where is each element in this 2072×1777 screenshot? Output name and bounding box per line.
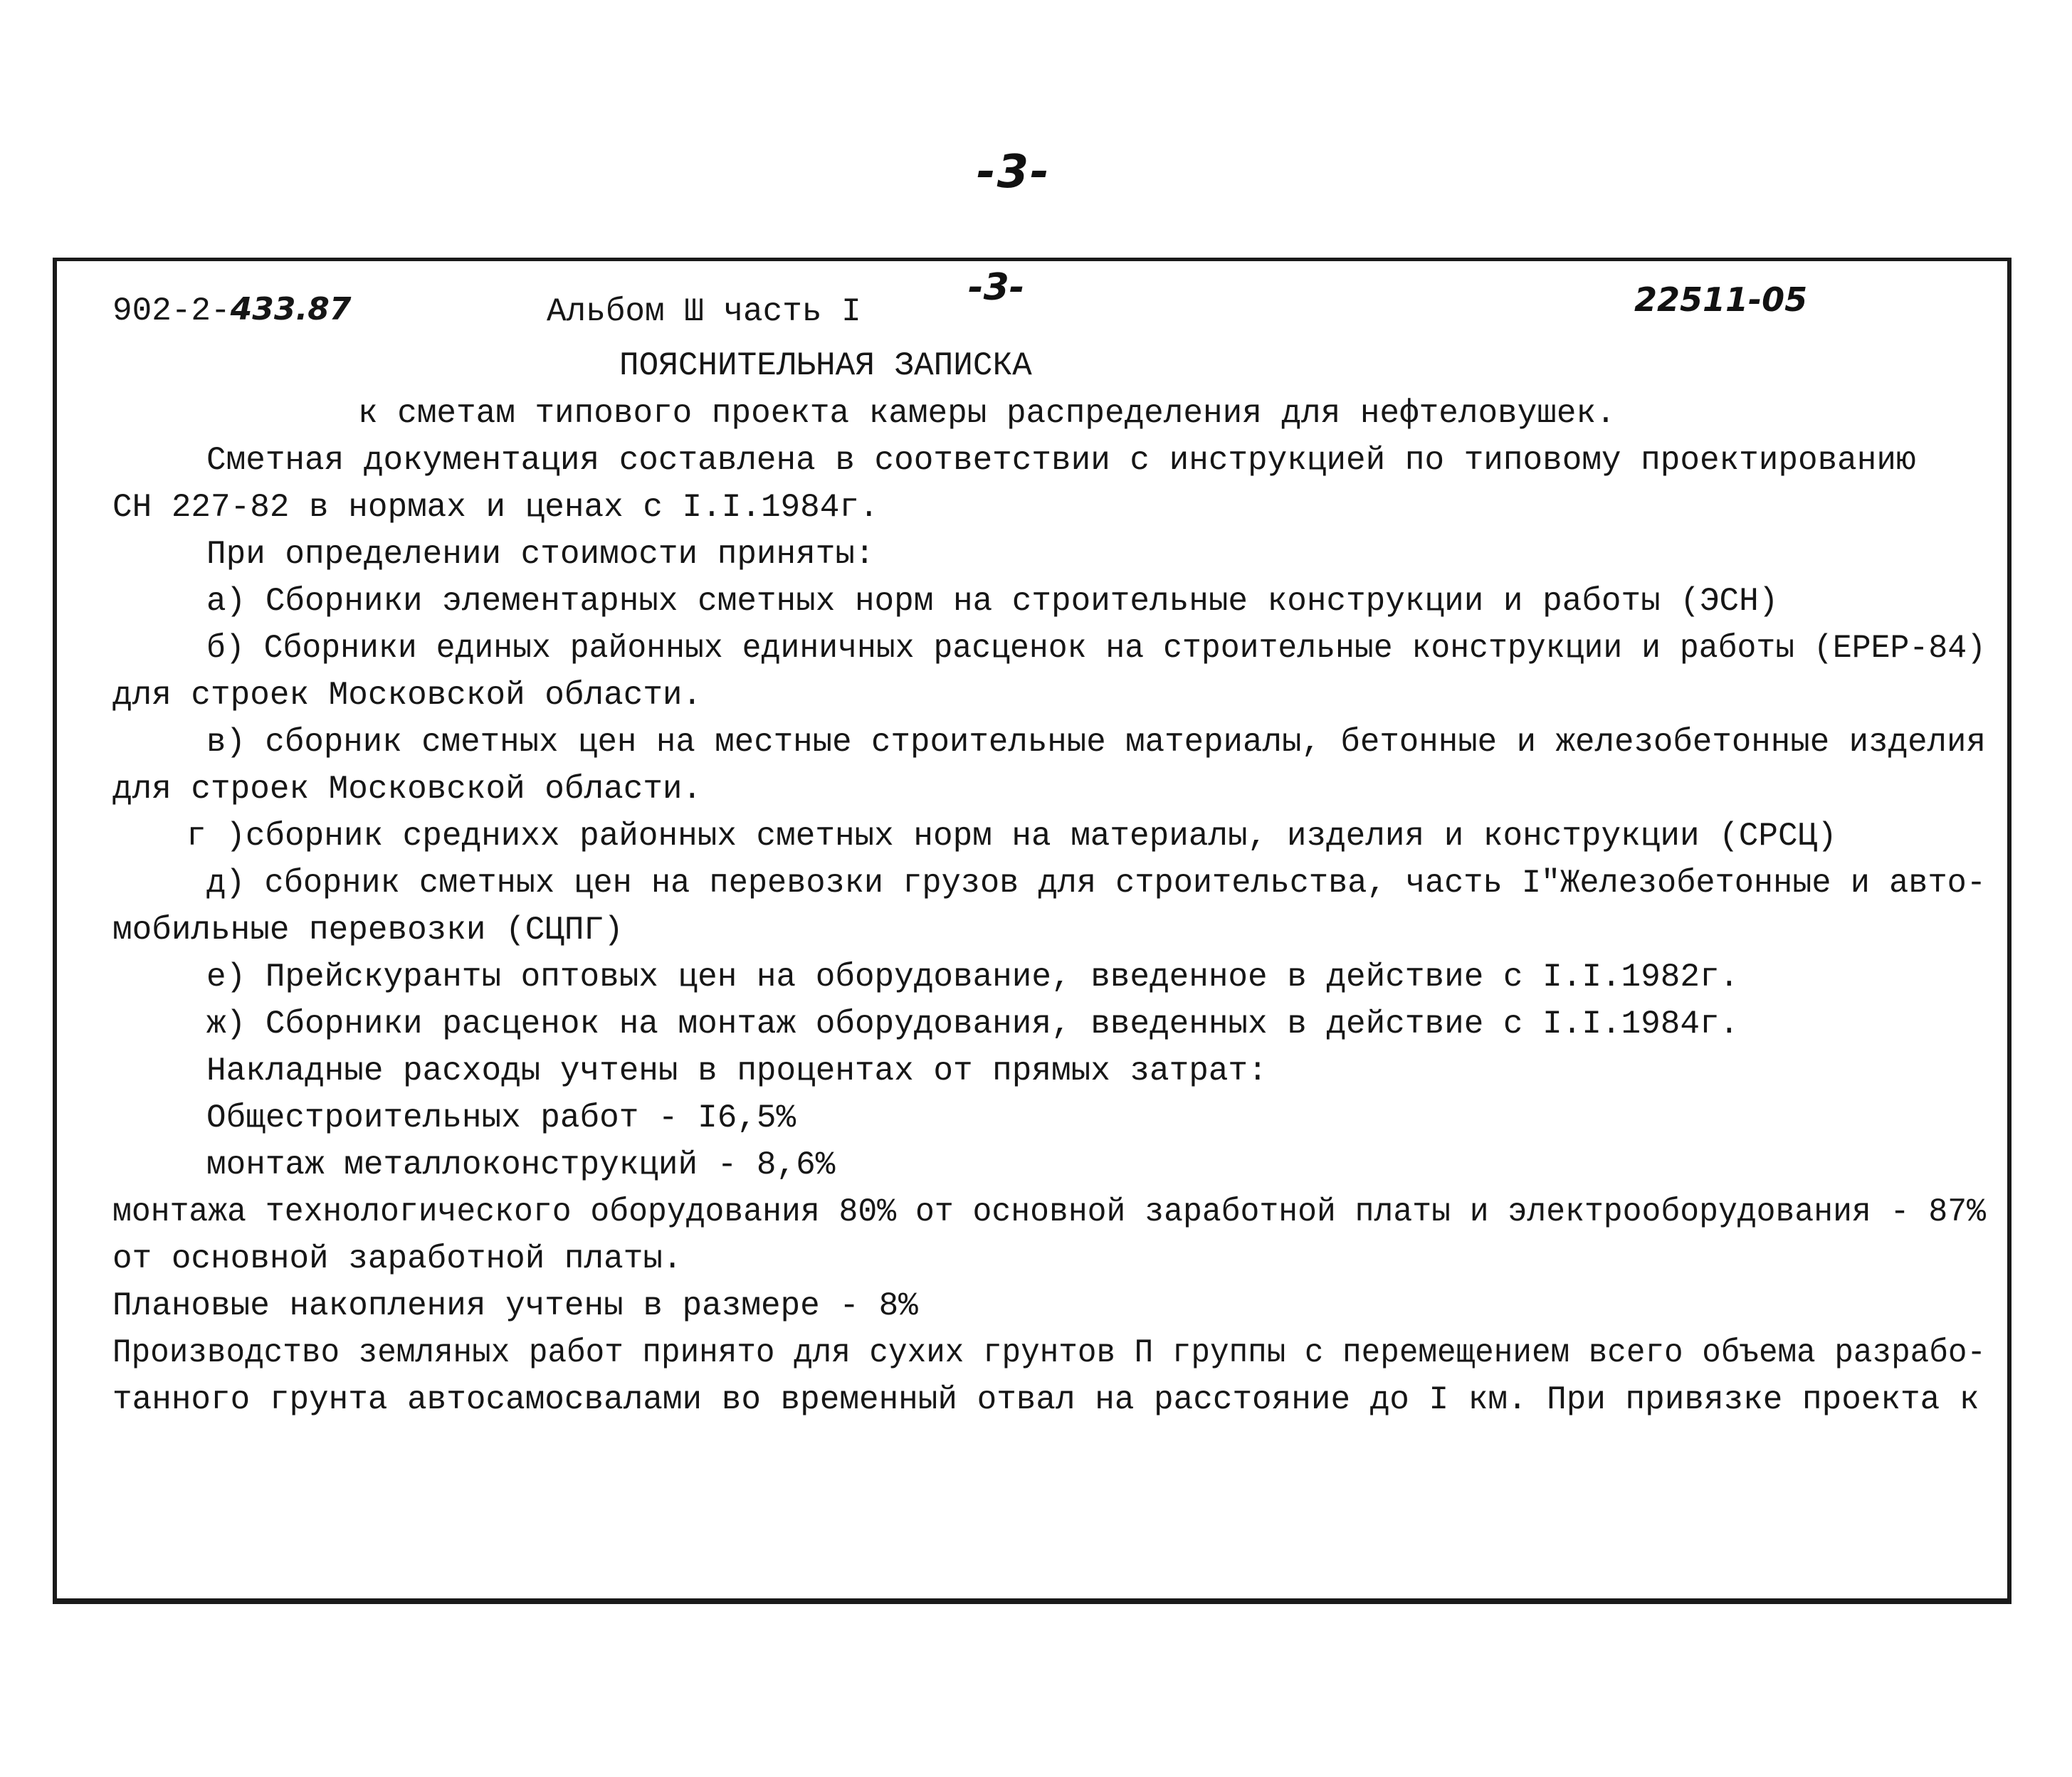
- page-number-top: -3-: [977, 146, 1051, 199]
- body-line: д) сборник сметных цен на перевозки грузов для строительства, часть I"Железобетонные и авто-: [206, 865, 1987, 902]
- body-line: а) Сборники элементарных сметных норм на строительные конструкции и работы (ЭСН): [206, 583, 1779, 620]
- body-line: Накладные расходы учтены в процентах от прямых затрат:: [206, 1053, 1268, 1090]
- body-line: Общестроительных работ - I6,5%: [206, 1100, 796, 1137]
- body-line: е) Прейскуранты оптовых цен на оборудование, введенное в действие с I.I.1982г.: [206, 959, 1740, 996]
- body-line: танного грунта автосамосвалами во временный отвал на расстояние до I км. При привязке проекта к: [112, 1381, 1979, 1418]
- body-line: от основной заработной платы.: [112, 1240, 683, 1277]
- body-line: монтажа технологического оборудования 80% от основной заработной платы и электрооборудования - 87%: [112, 1193, 1986, 1230]
- archive-number: 22511-05: [1634, 280, 1808, 319]
- body-line: для строек Московской области.: [112, 771, 703, 808]
- body-line: мобильные перевозки (СЦПГ): [112, 912, 624, 949]
- body-line: Сметная документация составлена в соответствии с инструкцией по типовому проектированию: [206, 442, 1916, 479]
- body-line: Плановые накопления учтены в размере - 8%: [112, 1287, 918, 1324]
- document-code-handwritten: 433.87: [230, 291, 352, 327]
- body-line: для строек Московской области.: [112, 677, 703, 714]
- body-line: монтаж металлоконструкций - 8,6%: [206, 1146, 836, 1183]
- album-label: Альбом Ш часть I: [547, 293, 861, 330]
- body-line: Производство земляных работ принято для сухих грунтов П группы с перемещением всего объема разрабо-: [112, 1334, 1987, 1371]
- document-code-printed: 902-2-: [112, 292, 231, 329]
- body-line: При определении стоимости приняты:: [206, 536, 875, 573]
- body-line: СН 227-82 в нормах и ценах с I.I.1984г.: [112, 489, 879, 526]
- body-line: ж) Сборники расценок на монтаж оборудования, введенных в действие с I.I.1984г.: [206, 1006, 1740, 1043]
- document-title: ПОЯСНИТЕЛЬНАЯ ЗАПИСКА: [619, 347, 1032, 384]
- inner-page-number: -3-: [968, 266, 1025, 309]
- document-code: [112, 291, 352, 329]
- document-subtitle: к сметам типового проекта камеры распределения для нефтеловушек.: [358, 395, 1616, 432]
- body-line: б) Сборники единых районных единичных расценок на строительные конструкции и работы (ЕРЕР-84): [206, 630, 1986, 667]
- body-line: г )сборник среднихх районных сметных норм на материалы, изделия и конструкции (СРСЦ): [186, 818, 1837, 855]
- body-line: в) сборник сметных цен на местные строительные материалы, бетонные и железобетонные изделия: [206, 724, 1986, 761]
